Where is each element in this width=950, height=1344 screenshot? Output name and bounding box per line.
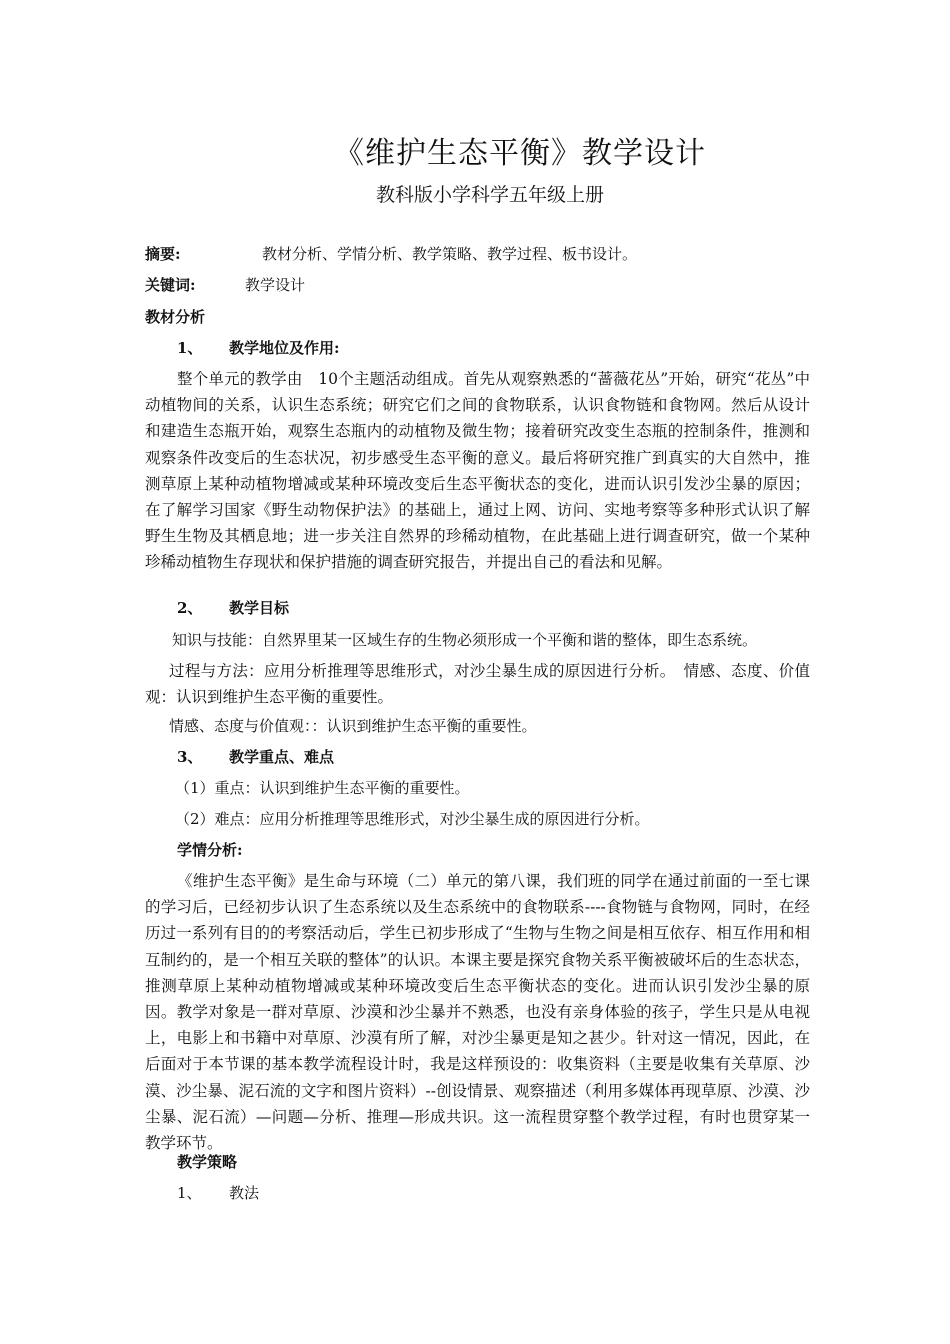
subsection-number: 2、 bbox=[177, 599, 203, 617]
subsection-heading-goals bbox=[177, 598, 289, 618]
subsection-heading-keypoints bbox=[177, 747, 334, 767]
section-heading-strategy: 教学策略 bbox=[177, 1153, 238, 1171]
subsection-number: 3、 bbox=[177, 748, 203, 766]
subsection-heading-method bbox=[177, 1183, 259, 1203]
subsection-number: 1、 bbox=[177, 1184, 202, 1202]
subsection-heading-role bbox=[177, 338, 340, 358]
role-paragraph: 整个单元的教学由 10个主题活动组成。首先从观察熟悉的“蔷薇花丛”开始，研究“花丛”中动植物间的关系，认识生态系统；研究它们之间的食物联系，认识食物链和食物网。然后从设计和建造生态瓶开始，观察生态瓶内的动植物及微生物；接着研究改变生态瓶的控制条件，推测和观察条件改变后的生态状况，初步感受生态平衡的意义。最后将研究推广到真实的大自然中，推测草原上某种动植物增减或某种环境改变后生态平衡状态的变化，进而认识引发沙尘暴的原因；在了解学习国家《野生动物保护法》的基础上，通过上网、访问、实地考察等多种形式认识了解野生生物及其栖息地；进一步关注自然界的珍稀动植物，在此基础上进行调查研究，做一个某种珍稀动植物生存现状和保护措施的调查研究报告，并提出自己的看法和见解。 bbox=[145, 370, 810, 572]
doc-title: 《维护生态平衡》教学设计 bbox=[334, 136, 706, 171]
key-point: （1）重点：认识到维护生态平衡的重要性。 bbox=[175, 779, 470, 797]
abstract-row bbox=[145, 244, 637, 264]
subsection-title: 教学地位及作用: bbox=[229, 339, 340, 357]
abstract-text: 教材分析、学情分析、教学策略、教学过程、板书设计。 bbox=[262, 245, 638, 263]
keywords-text: 教学设计 bbox=[245, 276, 306, 294]
subsection-title: 教学目标 bbox=[229, 599, 290, 617]
goal-knowledge: 知识与技能：自然界里某一区域生存的生物必须形成一个平衡和谐的整体，即生态系统。 bbox=[172, 631, 758, 649]
students-paragraph: 《维护生态平衡》是生命与环境（二）单元的第八课，我们班的同学在通过前面的一至七课的学习后，已经初步认识了生态系统以及生态系统中的食物联系----食物链与食物网，同时，在经历过一系列有目的的考察活动后，学生已初步形成了“生物与生物之间是相互依存、相互作用和相互制约的，是一个相互关联的整体”的认识。本课主要是探究食物关系平衡被破坏后的生态状态，推测草原上某种动植物增减或某种环境改变后生态平衡状态的变化。进而认识引发沙尘暴的原因。教学对象是一群对草原、沙漠和沙尘暴并不熟悉，也没有亲身体验的孩子，学生只是从电视上，电影上和书籍中对草原、沙漠有所了解，对沙尘暴更是知之甚少。针对这一情况，因此，在后面对于本节课的基本教学流程设计时，我是这样预设的：收集资料（主要是收集有关草原、沙漠、沙尘暴、泥石流的文字和图片资料）--创设情景、观察描述（利用多媒体再现草原、沙漠、沙尘暴、泥石流）—问题—分析、推理—形成共识。这一流程贯穿整个教学过程，有时也贯穿某一教学环节。 bbox=[145, 872, 810, 1153]
subsection-title: 教学重点、难点 bbox=[229, 748, 335, 766]
difficult-point: （2）难点：应用分析推理等思维形式，对沙尘暴生成的原因进行分析。 bbox=[175, 810, 650, 828]
goal-process: 过程与方法：应用分析推理等思维形式，对沙尘暴生成的原因进行分析。 情感、态度、价值观：认识到维护生态平衡的重要性。 bbox=[145, 662, 810, 707]
subsection-title: 教法 bbox=[229, 1184, 260, 1202]
goal-attitude: 情感、态度与价值观：：认识到维护生态平衡的重要性。 bbox=[169, 717, 537, 735]
keywords-row bbox=[145, 275, 305, 295]
section-heading-students: 学情分析: bbox=[177, 841, 243, 859]
subsection-number: 1、 bbox=[177, 339, 203, 357]
doc-subtitle: 教科版小学科学五年级上册 bbox=[375, 184, 604, 206]
keywords-label: 关键词: bbox=[145, 276, 196, 294]
abstract-label: 摘要: bbox=[145, 245, 181, 263]
section-heading-textbook: 教材分析 bbox=[145, 308, 206, 326]
